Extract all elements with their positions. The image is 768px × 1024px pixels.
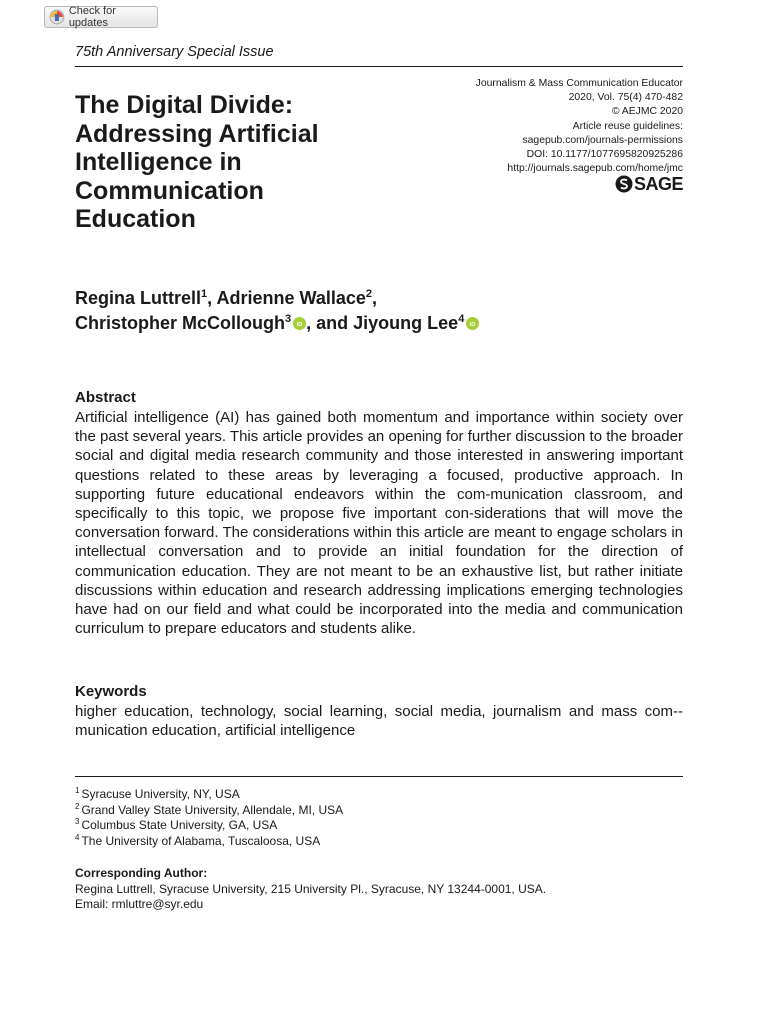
title-line: Intelligence in bbox=[75, 148, 242, 177]
affiliation-item bbox=[75, 787, 343, 803]
check-updates-label: Check for updates bbox=[68, 5, 116, 29]
affiliation-item bbox=[75, 834, 343, 850]
footnote-divider bbox=[75, 776, 683, 777]
author-name: Jiyoung Lee bbox=[353, 313, 459, 333]
author-line-1 bbox=[75, 286, 695, 311]
author-separator: , bbox=[372, 288, 378, 308]
corresponding-author bbox=[75, 866, 546, 913]
affiliation-item bbox=[75, 818, 343, 834]
affiliation-text: Syracuse University, NY, USA bbox=[81, 787, 240, 801]
author-affiliation-sup: 2 bbox=[365, 288, 373, 300]
author-line-2 bbox=[75, 311, 695, 336]
header-divider bbox=[75, 66, 683, 67]
affiliation-text: Grand Valley State University, Allendale, MI, USA bbox=[81, 802, 344, 817]
author-list bbox=[75, 286, 695, 336]
abstract-text: Artificial intelligence (AI) has gained both momentum and importance within society over the past several years. This article provides an opening for further discussion to the broader social and digital media research community and those interested in answering important questions related to these areas by leveraging a focused, productive approach. In supporting future educational endeavors within the com-munication classroom, and specifically to this topic, we propose five important con-siderations that will move the conversation forward. The considerations within this article are meant to engage scholars in intellectual conversation and to provide an initial foundation for the direction of communication education. They are not meant to be an exhaustive list, but rather initiate discussions within education and research addressing implications emerging technologies have had on our field and what could be incorporated into the media and communication curriculum to prepare educators and students alike. bbox=[75, 409, 683, 638]
keywords-heading: Keywords bbox=[75, 683, 147, 700]
copyright: © AEJMC 2020 bbox=[611, 106, 683, 118]
affiliation-sup: 4 bbox=[75, 832, 80, 842]
journal-volume: 2020, Vol. 75(4) 470-482 bbox=[568, 92, 683, 104]
article-title bbox=[75, 91, 405, 234]
check-for-updates-button[interactable] bbox=[44, 6, 158, 28]
title-line: Education bbox=[75, 205, 196, 234]
reuse-guidelines: Article reuse guidelines: bbox=[572, 120, 683, 132]
affiliations bbox=[75, 787, 343, 849]
keywords-text: higher education, technology, social learning, social media, journalism and mass com-munication education, artificial intelligence bbox=[75, 703, 683, 740]
title-line: Communication bbox=[75, 176, 264, 205]
affiliation-text: The University of Alabama, Tuscaloosa, USA bbox=[81, 833, 321, 848]
check-updates-icon bbox=[49, 9, 65, 25]
orcid-icon[interactable] bbox=[293, 317, 306, 330]
affiliation-sup: 1 bbox=[75, 786, 80, 795]
special-issue-label: 75th Anniversary Special Issue bbox=[75, 44, 274, 60]
affiliation-sup: 3 bbox=[75, 817, 80, 827]
affiliation-sup: 2 bbox=[75, 801, 80, 811]
author-separator: , bbox=[207, 288, 213, 308]
author-affiliation-sup: 1 bbox=[201, 288, 208, 300]
author-name: Christopher McCollough bbox=[75, 313, 285, 333]
journal-name: Journalism & Mass Communication Educator bbox=[475, 78, 683, 89]
corresponding-author-label: Corresponding Author: bbox=[75, 866, 208, 880]
author-affiliation-sup: 4 bbox=[458, 313, 465, 325]
orcid-icon[interactable] bbox=[466, 317, 479, 330]
svg-text:iD: iD bbox=[296, 321, 303, 328]
svg-text:iD: iD bbox=[469, 321, 476, 328]
journal-url[interactable]: http://journals.sagepub.com/home/jmc bbox=[507, 163, 683, 175]
sage-s-icon bbox=[615, 175, 633, 193]
sage-logo bbox=[615, 174, 683, 194]
author-name: Regina Luttrell bbox=[75, 288, 202, 308]
sage-logo-text: SAGE bbox=[633, 173, 683, 194]
author-separator: , and bbox=[306, 313, 349, 333]
title-line: Addressing Artificial bbox=[75, 119, 319, 148]
abstract-heading: Abstract bbox=[75, 389, 136, 406]
corresponding-author-address: Regina Luttrell, Syracuse University, 215 University Pl., Syracuse, NY 13244-0001, USA. bbox=[75, 881, 547, 896]
journal-info bbox=[476, 77, 683, 176]
title-line: The Digital Divide: bbox=[75, 91, 294, 119]
author-name: Adrienne Wallace bbox=[216, 288, 366, 308]
affiliation-item bbox=[75, 803, 343, 819]
author-affiliation-sup: 3 bbox=[285, 313, 292, 325]
corresponding-author-email[interactable]: Email: rmluttre@syr.edu bbox=[75, 897, 204, 911]
permissions-link[interactable]: sagepub.com/journals-permissions bbox=[522, 134, 683, 146]
affiliation-text: Columbus State University, GA, USA bbox=[81, 818, 278, 833]
doi[interactable]: DOI: 10.1177/1077695820925286 bbox=[526, 149, 683, 161]
